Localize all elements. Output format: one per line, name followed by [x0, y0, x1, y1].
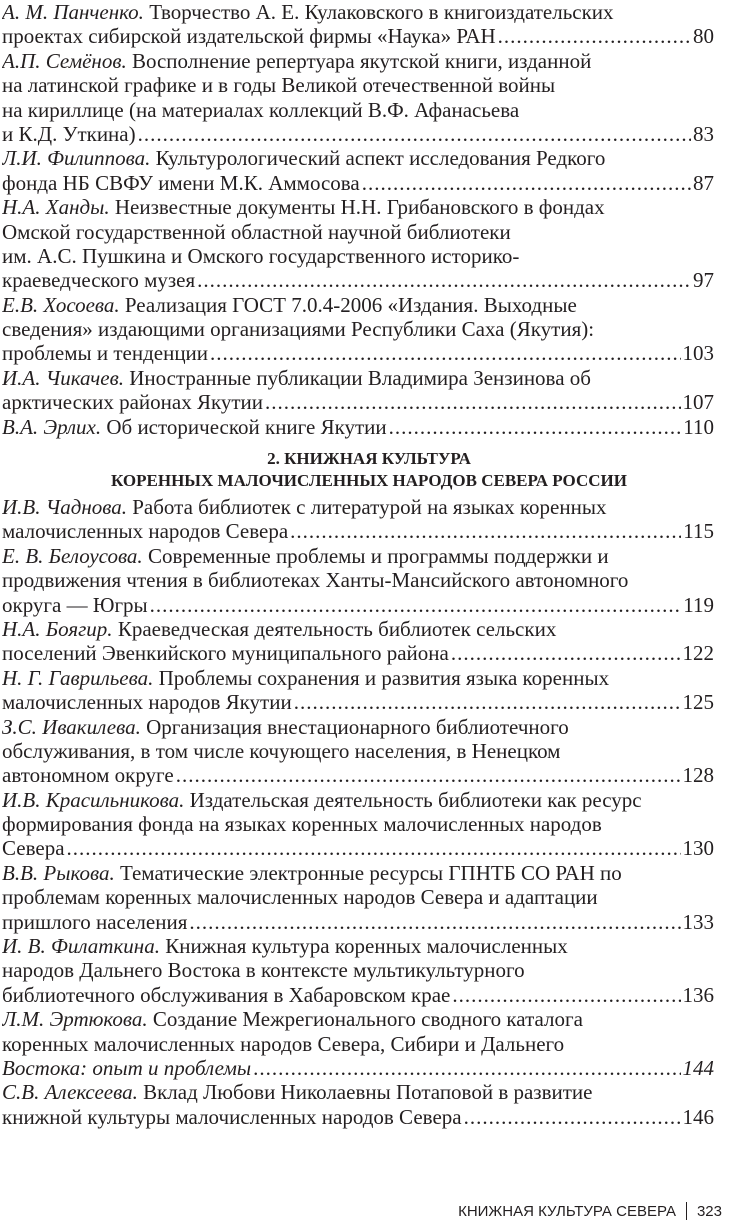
entry-text	[2, 1056, 251, 1080]
toc-entry-line	[2, 593, 714, 617]
toc-entry-line	[2, 24, 714, 48]
toc-entry-line	[2, 293, 714, 317]
entry-text	[2, 910, 187, 934]
toc-entry-line	[2, 390, 714, 414]
entry-title-text: обслуживания, в том числе кочующего населения, в Ненецком	[2, 738, 561, 763]
entry-text	[2, 690, 292, 714]
entry-text	[2, 788, 642, 812]
entry-title-text: сведения» издающими организациями Республики Саха (Якутия):	[2, 317, 595, 342]
toc-entry-line	[2, 617, 714, 641]
entry-text	[2, 593, 148, 617]
toc-entry[interactable]	[2, 1007, 714, 1080]
entry-title-text: Книжная культура коренных малочисленных	[165, 934, 568, 959]
toc-entry-line	[2, 495, 714, 519]
toc-entry[interactable]	[2, 788, 714, 861]
entry-title-text: автономном округе	[2, 763, 174, 788]
toc-entry-line	[2, 341, 714, 365]
entry-text	[2, 146, 605, 170]
entry-author: Е. В. Белоусова.	[2, 543, 143, 568]
entry-text	[2, 220, 511, 244]
entry-text	[2, 544, 609, 568]
entry-text	[2, 739, 560, 763]
entry-author: И.В. Чаднова.	[2, 495, 127, 519]
entry-text	[2, 1080, 593, 1104]
entry-author: Л.И. Филиппова.	[2, 146, 151, 171]
toc-entry[interactable]	[2, 495, 714, 544]
toc-entry-line	[2, 1080, 714, 1104]
entry-text	[2, 519, 288, 543]
toc-entry-line	[2, 415, 714, 439]
entry-title-text: проектах сибирской издательской фирмы «Наука» РАН	[2, 24, 496, 49]
entry-title-text: на латинской графике и в годы Великой отечественной войны	[2, 73, 556, 98]
entry-title-text: Восполнение репертуара якутской книги, изданной	[131, 48, 592, 73]
entry-text	[2, 341, 208, 365]
entry-title-text: Организация внестационарного библиотечного	[146, 714, 569, 739]
entry-title-text: Реализация ГОСТ 7.0.4-2006 «Издания. Выходные	[124, 292, 577, 317]
entry-text	[2, 1007, 583, 1031]
entry-text	[2, 983, 450, 1007]
entry-page-number: 136	[682, 982, 714, 1007]
toc-entry-line	[2, 0, 714, 24]
toc-entry-line	[2, 983, 714, 1007]
entry-author: В.В. Рыкова.	[2, 860, 115, 885]
dot-leader	[294, 690, 681, 714]
page-footer	[458, 1202, 722, 1220]
entry-title-text: малочисленных народов Севера	[2, 519, 289, 544]
toc-entry-line	[2, 568, 714, 592]
entry-page-number: 103	[682, 341, 714, 366]
entry-author: Л.М. Эртюкова.	[2, 1007, 148, 1032]
toc-entry-line	[2, 122, 714, 146]
entry-page-number: 110	[683, 414, 714, 439]
entry-title-text: Неизвестные документы Н.Н. Грибановского в фондах	[114, 195, 605, 220]
entry-page-number: 87	[693, 170, 714, 195]
entry-author: С.В. Алексеева.	[2, 1080, 138, 1105]
toc-entry[interactable]	[2, 293, 714, 366]
entry-page-number: 115	[683, 519, 714, 544]
toc-entry-line	[2, 666, 714, 690]
entry-page-number: 128	[682, 763, 714, 788]
entry-text	[2, 934, 568, 958]
entry-title-text: проблемам коренных малочисленных народов Севера и адаптации	[2, 885, 598, 910]
entry-title-text: коренных малочисленных народов Севера, Сибири и Дальнего	[2, 1031, 565, 1056]
entry-page-number: 144	[682, 1055, 714, 1080]
entry-page-number: 122	[682, 641, 714, 666]
page-number: 323	[696, 1202, 722, 1220]
entry-author: И.В. Красильникова.	[2, 787, 185, 812]
toc-entry-line	[2, 910, 714, 934]
toc-entry-line	[2, 1105, 714, 1129]
toc-entry-line	[2, 1007, 714, 1031]
dot-leader	[451, 641, 681, 665]
entry-text	[2, 366, 591, 390]
toc-entry-line	[2, 788, 714, 812]
entry-author: И.А. Чикачев.	[2, 365, 124, 390]
entry-title-text: арктических районах Якутии	[2, 390, 264, 415]
dot-leader	[498, 24, 691, 48]
toc-entry-line	[2, 195, 714, 219]
entry-author: Н. Г. Гаврильева.	[2, 665, 154, 690]
entry-author: А.П. Семёнов.	[2, 48, 127, 73]
section-heading-line-1: 2. КНИЖНАЯ КУЛЬТУРА	[267, 449, 471, 468]
toc-section-2	[2, 495, 714, 1129]
entry-text	[2, 617, 556, 641]
entry-text	[2, 763, 174, 787]
entry-title-text: Востока: опыт и проблемы	[2, 1055, 252, 1080]
toc-entry-line	[2, 763, 714, 787]
entry-text	[2, 122, 136, 146]
toc-entry[interactable]	[2, 934, 714, 1007]
entry-title-text: Омской государственной областной научной библиотеки	[2, 219, 511, 244]
entry-text	[2, 195, 605, 219]
entry-title-text: Проблемы сохранения и развития языка коренных	[158, 665, 610, 690]
entry-page-number: 119	[683, 592, 714, 617]
toc-entry-line	[2, 220, 714, 244]
entry-text	[2, 958, 525, 982]
entry-author: В.А. Эрлих.	[2, 414, 102, 439]
entry-text	[2, 415, 387, 439]
entry-title-text: проблемы и тенденции	[2, 341, 209, 366]
entry-title-text: Современные проблемы и программы поддержки и	[147, 543, 609, 568]
toc-entry-line	[2, 690, 714, 714]
entry-title-text: формирования фонда на языках коренных малочисленных народов	[2, 812, 602, 837]
toc-entry-line	[2, 49, 714, 73]
dot-leader	[176, 763, 681, 787]
entry-title-text: округа — Югры	[2, 592, 148, 617]
toc-entry-line	[2, 885, 714, 909]
toc-entry-line	[2, 934, 714, 958]
toc-entry[interactable]	[2, 366, 714, 415]
entry-text	[2, 317, 594, 341]
toc-entry[interactable]	[2, 195, 714, 293]
entry-title-text: Об исторической книге Якутии	[106, 414, 387, 439]
entry-text	[2, 715, 569, 739]
entry-title-text: Работа библиотек с литературой на языках коренных	[132, 495, 607, 519]
entry-text	[2, 1105, 462, 1129]
dot-leader	[362, 171, 691, 195]
toc-entry[interactable]	[2, 415, 714, 439]
entry-title-text: поселений Эвенкийского муниципального района	[2, 641, 449, 666]
toc-entry[interactable]	[2, 666, 714, 715]
entry-title-text: и К.Д. Уткина)	[2, 121, 136, 146]
entry-author: Н.А. Ханды.	[2, 195, 110, 220]
entry-page-number: 130	[682, 836, 714, 861]
dot-leader	[265, 390, 680, 414]
dot-leader	[210, 341, 680, 365]
entry-title-text: Издательская деятельность библиотеки как ресурс	[189, 787, 642, 812]
dot-leader	[464, 1105, 681, 1129]
toc-entry[interactable]	[2, 617, 714, 666]
toc-entry-line	[2, 146, 714, 170]
entry-page-number: 146	[682, 1104, 714, 1129]
toc-entry[interactable]	[2, 0, 714, 49]
toc-entry-line	[2, 73, 714, 97]
toc-entry[interactable]	[2, 1080, 714, 1129]
entry-author: Е.В. Хосоева.	[2, 292, 120, 317]
entry-title-text: Вклад Любови Николаевны Потаповой в развитие	[143, 1080, 593, 1105]
section-heading-line-2: КОРЕННЫХ МАЛОЧИСЛЕННЫХ НАРОДОВ СЕВЕРА РОССИИ	[111, 471, 627, 490]
entry-title-text: пришлого населения	[2, 909, 188, 934]
toc-entry-line	[2, 739, 714, 763]
toc-entry-line	[2, 366, 714, 390]
entry-text	[2, 49, 591, 73]
entry-text	[2, 568, 628, 592]
entry-text	[2, 244, 519, 268]
entry-text	[2, 0, 614, 24]
entry-page-number: 125	[682, 690, 714, 715]
toc-entry-line	[2, 268, 714, 292]
entry-title-text: Культурологический аспект исследования Редкого	[155, 146, 606, 171]
entry-page-number: 133	[682, 909, 714, 934]
entry-text	[2, 293, 577, 317]
entry-title-text: продвижения чтения в библиотеках Ханты-Мансийского автономного	[2, 568, 629, 593]
entry-title-text: Краеведческая деятельность библиотек сельских	[117, 616, 557, 641]
footer-divider	[686, 1202, 687, 1220]
dot-leader	[197, 268, 691, 292]
entry-text	[2, 390, 263, 414]
toc-section-1	[2, 0, 714, 439]
entry-title-text: Тематические электронные ресурсы ГПНТБ СО РАН по	[119, 860, 622, 885]
toc-entry-line	[2, 317, 714, 341]
toc-entry-line	[2, 244, 714, 268]
dot-leader	[290, 519, 681, 543]
entry-text	[2, 495, 606, 519]
dot-leader	[189, 910, 680, 934]
dot-leader	[389, 415, 682, 439]
dot-leader	[452, 983, 680, 1007]
entry-title-text: Севера	[2, 836, 65, 861]
toc-entry[interactable]	[2, 715, 714, 788]
entry-page-number: 107	[682, 390, 714, 415]
entry-title-text: им. А.С. Пушкина и Омского государственного историко-	[2, 243, 520, 268]
toc-entry-line	[2, 98, 714, 122]
entry-page-number: 97	[693, 268, 714, 293]
entry-title-text: малочисленных народов Якутии	[2, 690, 292, 715]
entry-text	[2, 171, 360, 195]
toc-entry-line	[2, 641, 714, 665]
entry-text	[2, 641, 449, 665]
entry-title-text: краеведческого музея	[2, 268, 196, 293]
entry-title-text: Создание Межрегионального сводного каталога	[152, 1007, 583, 1032]
entry-title-text: библиотечного обслуживания в Хабаровском крае	[2, 982, 451, 1007]
toc-entry-line	[2, 836, 714, 860]
entry-page-number: 80	[693, 24, 714, 49]
journal-title: КНИЖНАЯ КУЛЬТУРА СЕВЕРА	[458, 1202, 676, 1220]
entry-text	[2, 836, 65, 860]
entry-author: Н.А. Боягир.	[2, 616, 113, 641]
entry-text	[2, 24, 496, 48]
entry-text	[2, 73, 555, 97]
entry-text	[2, 885, 598, 909]
entry-author: З.С. Ивакилева.	[2, 714, 141, 739]
entry-text	[2, 268, 195, 292]
entry-text	[2, 1032, 564, 1056]
toc-entry[interactable]	[2, 861, 714, 934]
dot-leader	[138, 122, 691, 146]
entry-text	[2, 812, 602, 836]
toc-entry-line	[2, 812, 714, 836]
entry-author: И. В. Филаткина.	[2, 934, 160, 959]
toc-entry[interactable]	[2, 49, 714, 147]
entry-text	[2, 861, 622, 885]
entry-page-number: 83	[693, 121, 714, 146]
toc-entry-line	[2, 861, 714, 885]
toc-entry-line	[2, 958, 714, 982]
entry-text	[2, 98, 519, 122]
entry-author: А. М. Панченко.	[2, 0, 144, 24]
toc-entry[interactable]	[2, 544, 714, 617]
toc-entry-line	[2, 1032, 714, 1056]
toc-entry[interactable]	[2, 146, 714, 195]
toc-entry-line	[2, 715, 714, 739]
dot-leader	[150, 593, 682, 617]
entry-title-text: фонда НБ СВФУ имени М.К. Аммосова	[2, 170, 360, 195]
entry-title-text: Иностранные публикации Владимира Зензинова об	[129, 365, 591, 390]
dot-leader	[253, 1056, 680, 1080]
toc-entry-line	[2, 171, 714, 195]
entry-title-text: народов Дальнего Востока в контексте мультикультурного	[2, 958, 525, 983]
entry-title-text: Творчество А. Е. Кулаковского в книгоиздательских	[149, 0, 614, 24]
entry-text	[2, 666, 609, 690]
toc-entry-line	[2, 1056, 714, 1080]
toc-entry-line	[2, 519, 714, 543]
entry-title-text: книжной культуры малочисленных народов Севера	[2, 1104, 462, 1129]
dot-leader	[67, 836, 681, 860]
toc-entry-line	[2, 544, 714, 568]
entry-title-text: на кириллице (на материалах коллекций В.Ф. Афанасьева	[2, 97, 520, 122]
